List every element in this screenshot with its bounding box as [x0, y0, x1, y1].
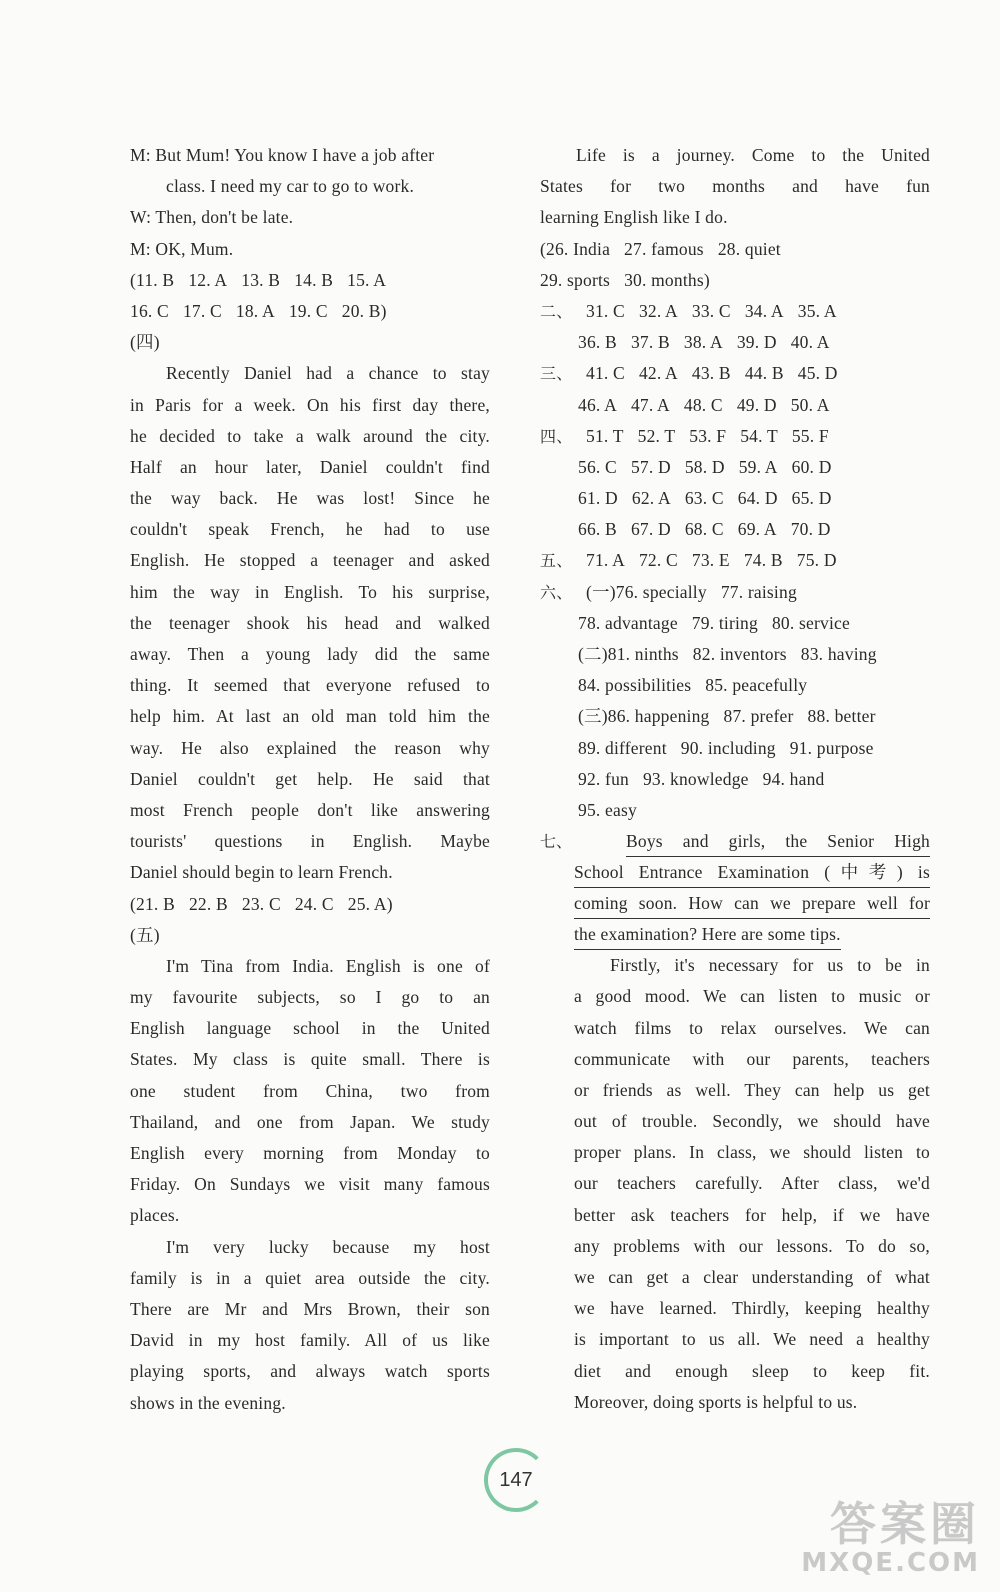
text-line: way. He also explained the reason why	[130, 737, 490, 758]
answer: 65. D	[791, 488, 832, 509]
answer: 66. B	[578, 519, 617, 540]
text-line: tourists' questions in English. Maybe	[130, 831, 490, 852]
answer: 23. C	[241, 893, 281, 914]
answer: 59. A	[738, 456, 778, 477]
text-line: shows in the evening.	[130, 1392, 286, 1413]
answer: 62. A	[631, 488, 671, 509]
answer: 20. B)	[341, 300, 387, 321]
answer: 53. F	[689, 425, 727, 446]
watermark-text: 答案圈	[830, 1497, 980, 1551]
text-line: Friday. On Sundays we visit many famous	[130, 1174, 490, 1195]
text-line: a good mood. We can listen to music or	[574, 986, 930, 1007]
answer: (一)76. specially	[586, 581, 707, 602]
answer: 24. C	[294, 893, 334, 914]
text-line: playing sports, and always watch sports	[130, 1361, 490, 1382]
section-marker-7: 七、	[540, 832, 573, 852]
answer: 73. E	[691, 550, 730, 571]
text-line: the way back. He was lost! Since he	[130, 488, 490, 509]
passage-4	[130, 358, 490, 888]
text-line: my favourite subjects, so I go to an	[130, 987, 490, 1008]
answer-row-84-85	[540, 670, 930, 701]
answer-row-81-83	[540, 639, 930, 670]
answer-row-21-25	[130, 889, 490, 920]
text-line: better ask teachers for help, if we have	[574, 1204, 930, 1225]
text-line: one student from China, two from	[130, 1080, 490, 1101]
answer: (26. India	[540, 238, 611, 259]
section-marker-5: 五、	[540, 551, 573, 571]
answer-row-89-91	[540, 733, 930, 764]
underlined-line: coming soon. How can we prepare well for	[574, 888, 930, 919]
answer-row-46-50	[540, 390, 930, 421]
answer: 15. A	[347, 269, 387, 290]
answer: 38. A	[683, 332, 723, 353]
answer: 75. D	[796, 550, 837, 571]
answer: 46. A	[578, 394, 617, 415]
essay-intro	[540, 826, 930, 950]
text-line: couldn't speak French, he had to use	[130, 519, 490, 540]
answer: 77. raising	[720, 581, 797, 602]
text-line: States. My class is quite small. There is	[130, 1049, 490, 1070]
answer: 55. F	[791, 425, 829, 446]
answer: 29. sports	[540, 269, 611, 290]
answer: 22. B	[188, 893, 228, 914]
answer: 39. D	[736, 332, 777, 353]
answer: 50. A	[790, 394, 830, 415]
section-marker-6: 六、	[540, 582, 573, 602]
text-line: in Paris for a week. On his first day there,	[130, 394, 490, 415]
answer: 68. C	[684, 519, 724, 540]
answer-row-29-30	[540, 265, 930, 296]
answer: 63. C	[684, 488, 724, 509]
answer-row-16-20	[130, 296, 490, 327]
answer: 90. including	[680, 737, 776, 758]
answer: (21. B	[130, 893, 175, 914]
underlined-line: the examination? Here are some tips.	[574, 919, 841, 950]
text-line: Half an hour later, Daniel couldn't find	[130, 456, 490, 477]
text-line: family is in a quiet area outside the city.	[130, 1267, 490, 1288]
left-column	[130, 140, 490, 1419]
text-line: places.	[130, 1205, 180, 1226]
answer: 48. C	[683, 394, 723, 415]
text-line: he decided to take a walk around the city.	[130, 425, 490, 446]
text-line: or friends as well. They can help us get	[574, 1079, 930, 1100]
answer: 19. C	[288, 300, 328, 321]
answer-row-71-75	[540, 545, 930, 576]
answer: 52. T	[637, 425, 676, 446]
watermark-logo	[801, 1488, 980, 1578]
answer: 71. A	[586, 550, 625, 571]
answer: 69. A	[737, 519, 777, 540]
section-label-5: (五)	[130, 924, 160, 945]
answer: 43. B	[691, 363, 731, 384]
answer: 13. B	[241, 269, 281, 290]
text-line: we have learned. Thirdly, keeping healthy	[574, 1298, 930, 1319]
answer: 72. C	[638, 550, 678, 571]
answer: 49. D	[736, 394, 777, 415]
answer: 41. C	[586, 363, 625, 384]
text-line: learning English like I do.	[540, 207, 728, 228]
text-line: Daniel couldn't get help. He said that	[130, 768, 490, 789]
text-line: watch films to relax ourselves. We can	[574, 1017, 930, 1038]
answer-row-11-15	[130, 265, 490, 296]
answer: 84. possibilities	[578, 675, 692, 696]
text-line: out of trouble. Secondly, we should have	[574, 1111, 930, 1132]
text-line: Daniel should begin to learn French.	[130, 862, 393, 883]
text-line: English. He stopped a teenager and asked	[130, 550, 490, 571]
answer: (二)81. ninths	[578, 644, 679, 664]
text-line: our teachers carefully. After class, we'd	[574, 1173, 930, 1194]
answer: 64. D	[737, 488, 778, 509]
passage-5b	[130, 1232, 490, 1419]
answer: 45. D	[797, 363, 838, 384]
text-line: most French people don't like answering	[130, 799, 490, 820]
answer: 80. service	[771, 612, 850, 633]
answer: 42. A	[638, 363, 678, 384]
text-line: proper plans. In class, we should listen to	[574, 1142, 930, 1163]
text-line: I'm Tina from India. English is one of	[166, 955, 490, 976]
answer-row-78-80	[540, 608, 930, 639]
text-line: I'm very lucky because my host	[166, 1236, 490, 1257]
answer: 51. T	[586, 425, 624, 446]
passage-5a	[130, 951, 490, 1232]
section-label-4: (四)	[130, 332, 160, 353]
answer: 57. D	[630, 456, 671, 477]
text-line: Moreover, doing sports is helpful to us.	[574, 1391, 858, 1412]
text-line: thing. It seemed that everyone refused to	[130, 675, 490, 696]
answer: 35. A	[797, 300, 837, 321]
answer: 87. prefer	[723, 706, 794, 727]
answer: 74. B	[743, 550, 783, 571]
answer: 82. inventors	[692, 644, 787, 664]
text-line: There are Mr and Mrs Brown, their son	[130, 1298, 490, 1319]
answer-row-76-77	[540, 577, 930, 608]
answer: 78. advantage	[578, 612, 678, 633]
answer-row-66-70	[540, 514, 930, 545]
text-line: Firstly, it's necessary for us to be in	[610, 955, 930, 976]
answer-row-31-35	[540, 296, 930, 327]
underlined-line: School Entrance Examination (中考) is	[574, 857, 930, 888]
text-line: the teenager shook his head and walked	[130, 612, 490, 633]
text-line: we can get a clear understanding of what	[574, 1267, 930, 1287]
answer-row-61-65	[540, 483, 930, 514]
answer: (三)86. happening	[578, 706, 710, 727]
answer-row-95	[540, 795, 930, 826]
answer: 33. C	[691, 300, 731, 321]
answer: 14. B	[294, 269, 334, 290]
answer-row-26-28	[540, 234, 930, 265]
answer: 88. better	[807, 706, 876, 727]
text-line: English every morning from Monday to	[130, 1143, 490, 1163]
answer: 89. different	[578, 737, 667, 758]
text-line: help him. At last an old man told him the	[130, 706, 490, 727]
answer: 31. C	[586, 300, 625, 321]
answer: 34. A	[744, 300, 784, 321]
answer-row-51-55	[540, 421, 930, 452]
text-line: communicate with our parents, teachers	[574, 1048, 930, 1069]
answer: 58. D	[684, 456, 725, 477]
text-line: Recently Daniel had a chance to stay	[166, 363, 490, 384]
text-line: Thailand, and one from Japan. We study	[130, 1111, 490, 1132]
dialogue-line: W: Then, don't be late.	[130, 207, 294, 228]
answer-row-56-60	[540, 452, 930, 483]
answer: (11. B	[130, 269, 175, 290]
answer: 54. T	[740, 425, 778, 446]
text-line: David in my host family. All of us like	[130, 1330, 490, 1351]
answer: 95. easy	[578, 799, 637, 820]
text-line: States for two months and have fun	[540, 176, 930, 197]
underlined-line: Boys and girls, the Senior High	[626, 826, 930, 857]
essay-body	[540, 950, 930, 1418]
text-line: is important to us all. We need a healthy	[574, 1329, 930, 1350]
answer: 12. A	[188, 269, 228, 290]
section-marker-3: 三、	[540, 364, 573, 384]
answer-row-36-40	[540, 327, 930, 358]
text-line: him the way in English. To his surprise,	[130, 581, 490, 602]
answer: 40. A	[790, 332, 830, 353]
answer: 18. A	[235, 300, 275, 321]
answer: 91. purpose	[789, 737, 874, 758]
text-line: English language school in the United	[130, 1018, 490, 1039]
answer: 47. A	[630, 394, 670, 415]
dialogue-line: M: OK, Mum.	[130, 238, 234, 259]
answer: 30. months)	[624, 269, 710, 290]
watermark-url: MXQE.COM	[801, 1548, 980, 1578]
answer: 61. D	[578, 488, 618, 509]
page-number: 147	[484, 1448, 548, 1512]
answer: 44. B	[744, 363, 784, 384]
answer: 32. A	[638, 300, 678, 321]
answer: 16. C	[130, 300, 169, 321]
answer: 37. B	[630, 332, 670, 353]
answer: 60. D	[791, 456, 832, 477]
answer: 25. A)	[347, 893, 393, 914]
dialogue-line: class. I need my car to go to work.	[166, 176, 415, 197]
answer: 94. hand	[762, 768, 825, 789]
answer: 67. D	[630, 519, 671, 540]
passage-5c	[540, 140, 930, 234]
right-column	[540, 140, 930, 1418]
answer-row-86-88	[540, 701, 930, 732]
section-marker-4: 四、	[540, 426, 573, 446]
answer: 27. famous	[624, 238, 704, 259]
section-marker-2: 二、	[540, 301, 573, 321]
text-line: diet and enough sleep to keep fit.	[574, 1360, 930, 1381]
text-line: Life is a journey. Come to the United	[576, 145, 930, 165]
answer-row-41-45	[540, 358, 930, 389]
answer: 85. peacefully	[705, 675, 808, 696]
answer-row-92-94	[540, 764, 930, 795]
answer: 56. C	[578, 456, 617, 477]
answer: 79. tiring	[691, 612, 758, 633]
answer: 83. having	[800, 644, 877, 664]
answer: 70. D	[790, 519, 831, 540]
text-line: away. Then a young lady did the same	[130, 644, 490, 664]
answer: 36. B	[578, 332, 617, 353]
dialogue-line: M: But Mum! You know I have a job after	[130, 145, 435, 165]
text-line: any problems with our lessons. To do so,	[574, 1235, 930, 1256]
answer: 17. C	[182, 300, 222, 321]
answer: 28. quiet	[717, 238, 781, 259]
answer: 93. knowledge	[642, 768, 749, 789]
answer: 92. fun	[578, 768, 629, 789]
